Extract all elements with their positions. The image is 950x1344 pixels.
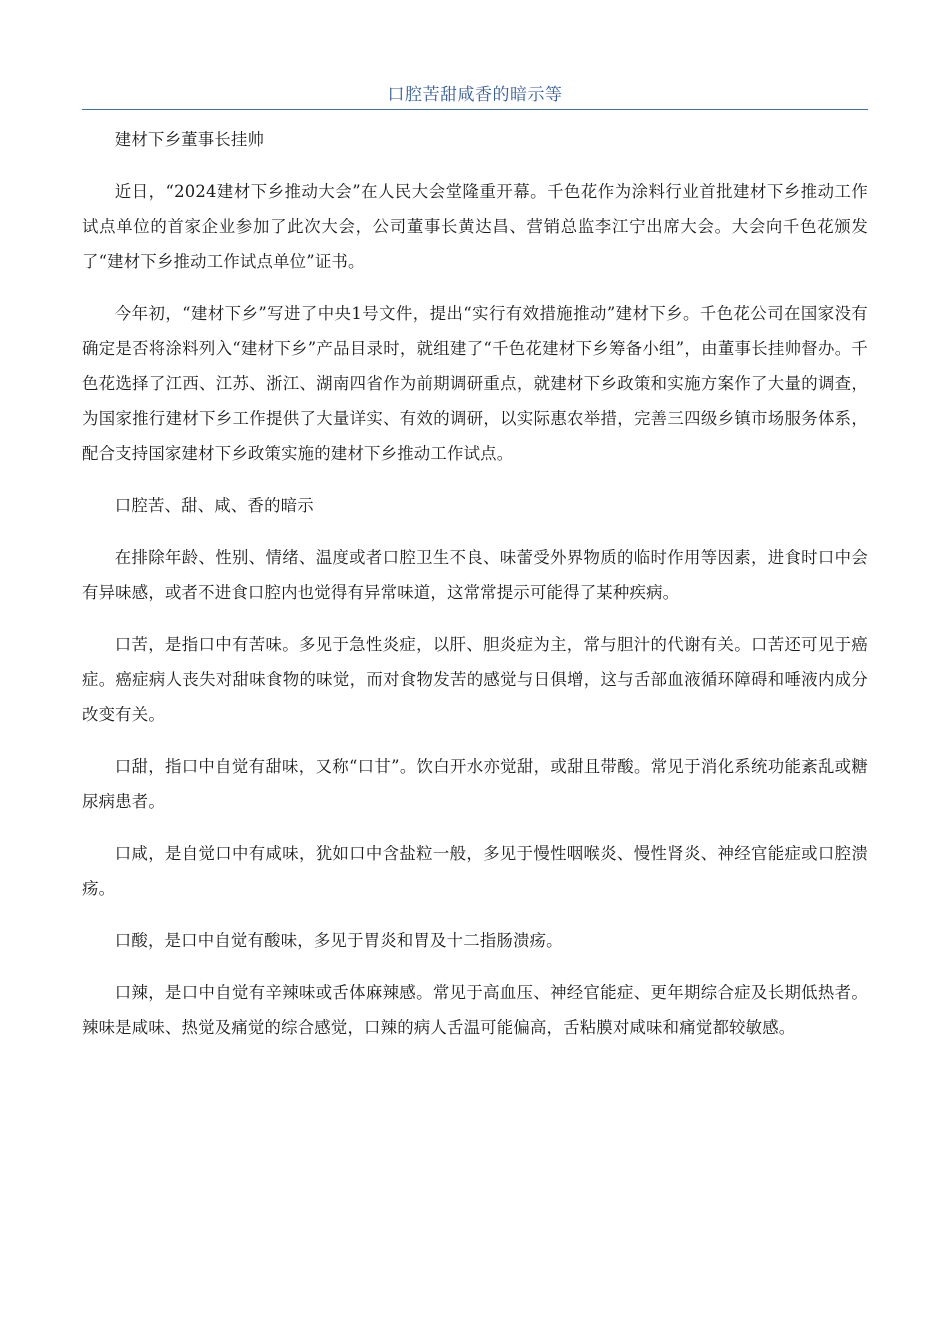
paragraph-sour: 口酸，是口中自觉有酸味，多见于胃炎和胃及十二指肠溃疡。: [114, 931, 563, 950]
paragraph-bitter: 口苦，是指口中有苦味。多见于急性炎症，以肝、胆炎症为主，常与胆汁的代谢有关。口苦还可见于癌症。癌症病人丧失对甜味食物的味觉，而对食物发苦的感觉与日俱增，这与舌部血液循环障碍和唾液内成分改变有关。: [82, 635, 868, 724]
paragraph-salty: 口咸，是自觉口中有咸味，犹如口中含盐粒一般，多见于慢性咽喉炎、慢性肾炎、神经官能症或口腔溃疡。: [82, 844, 868, 898]
document-body: [82, 122, 868, 1062]
page-title: 口腔苦甜咸香的暗示等: [387, 85, 563, 105]
paragraph-spicy: 口辣，是口中自觉有辛辣味或舌体麻辣感。常见于高血压、神经官能症、更年期综合症及长期低热者。辣味是咸味、热觉及痛觉的综合感觉，口辣的病人舌温可能偏高，舌粘膜对咸味和痛觉都较敏感。: [82, 983, 868, 1037]
section-heading-building-materials: 建材下乡董事长挂帅: [114, 130, 265, 149]
paragraph-conference: 近日，“2024建材下乡推动大会”在人民大会堂隆重开幕。千色花作为涂料行业首批建材下乡推动工作试点单位的首家企业参加了此次大会，公司董事长黄达昌、营销总监李江宁出席大会。大会向千色花颁发了“建材下乡推动工作试点单位”证书。: [82, 182, 868, 271]
paragraph-early-year: 今年初，“建材下乡”写进了中央1号文件，提出“实行有效措施推动”建材下乡。千色花公司在国家没有确定是否将涂料列入“建材下乡”产品目录时，就组建了“千色花建材下乡筹备小组”，由董事长挂帅督办。千色花选择了江西、江苏、浙江、湖南四省作为前期调研重点，就建材下乡政策和实施方案作了大量的调查，为国家推行建材下乡工作提供了大量详实、有效的调研，以实际惠农举措，完善三四级乡镇市场服务体系，配合支持国家建材下乡政策实施的建材下乡推动工作试点。: [82, 304, 868, 463]
section-heading-oral-taste: 口腔苦、甜、咸、香的暗示: [114, 496, 314, 515]
page-header: [82, 82, 868, 110]
paragraph-abnormal-taste: 在排除年龄、性别、情绪、温度或者口腔卫生不良、味蕾受外界物质的临时作用等因素，进食时口中会有异味感，或者不进食口腔内也觉得有异常味道，这常常提示可能得了某种疾病。: [82, 548, 868, 602]
paragraph-sweet: 口甜，指口中自觉有甜味，又称“口甘”。饮白开水亦觉甜，或甜且带酸。常见于消化系统功能紊乱或糖尿病患者。: [82, 757, 868, 811]
